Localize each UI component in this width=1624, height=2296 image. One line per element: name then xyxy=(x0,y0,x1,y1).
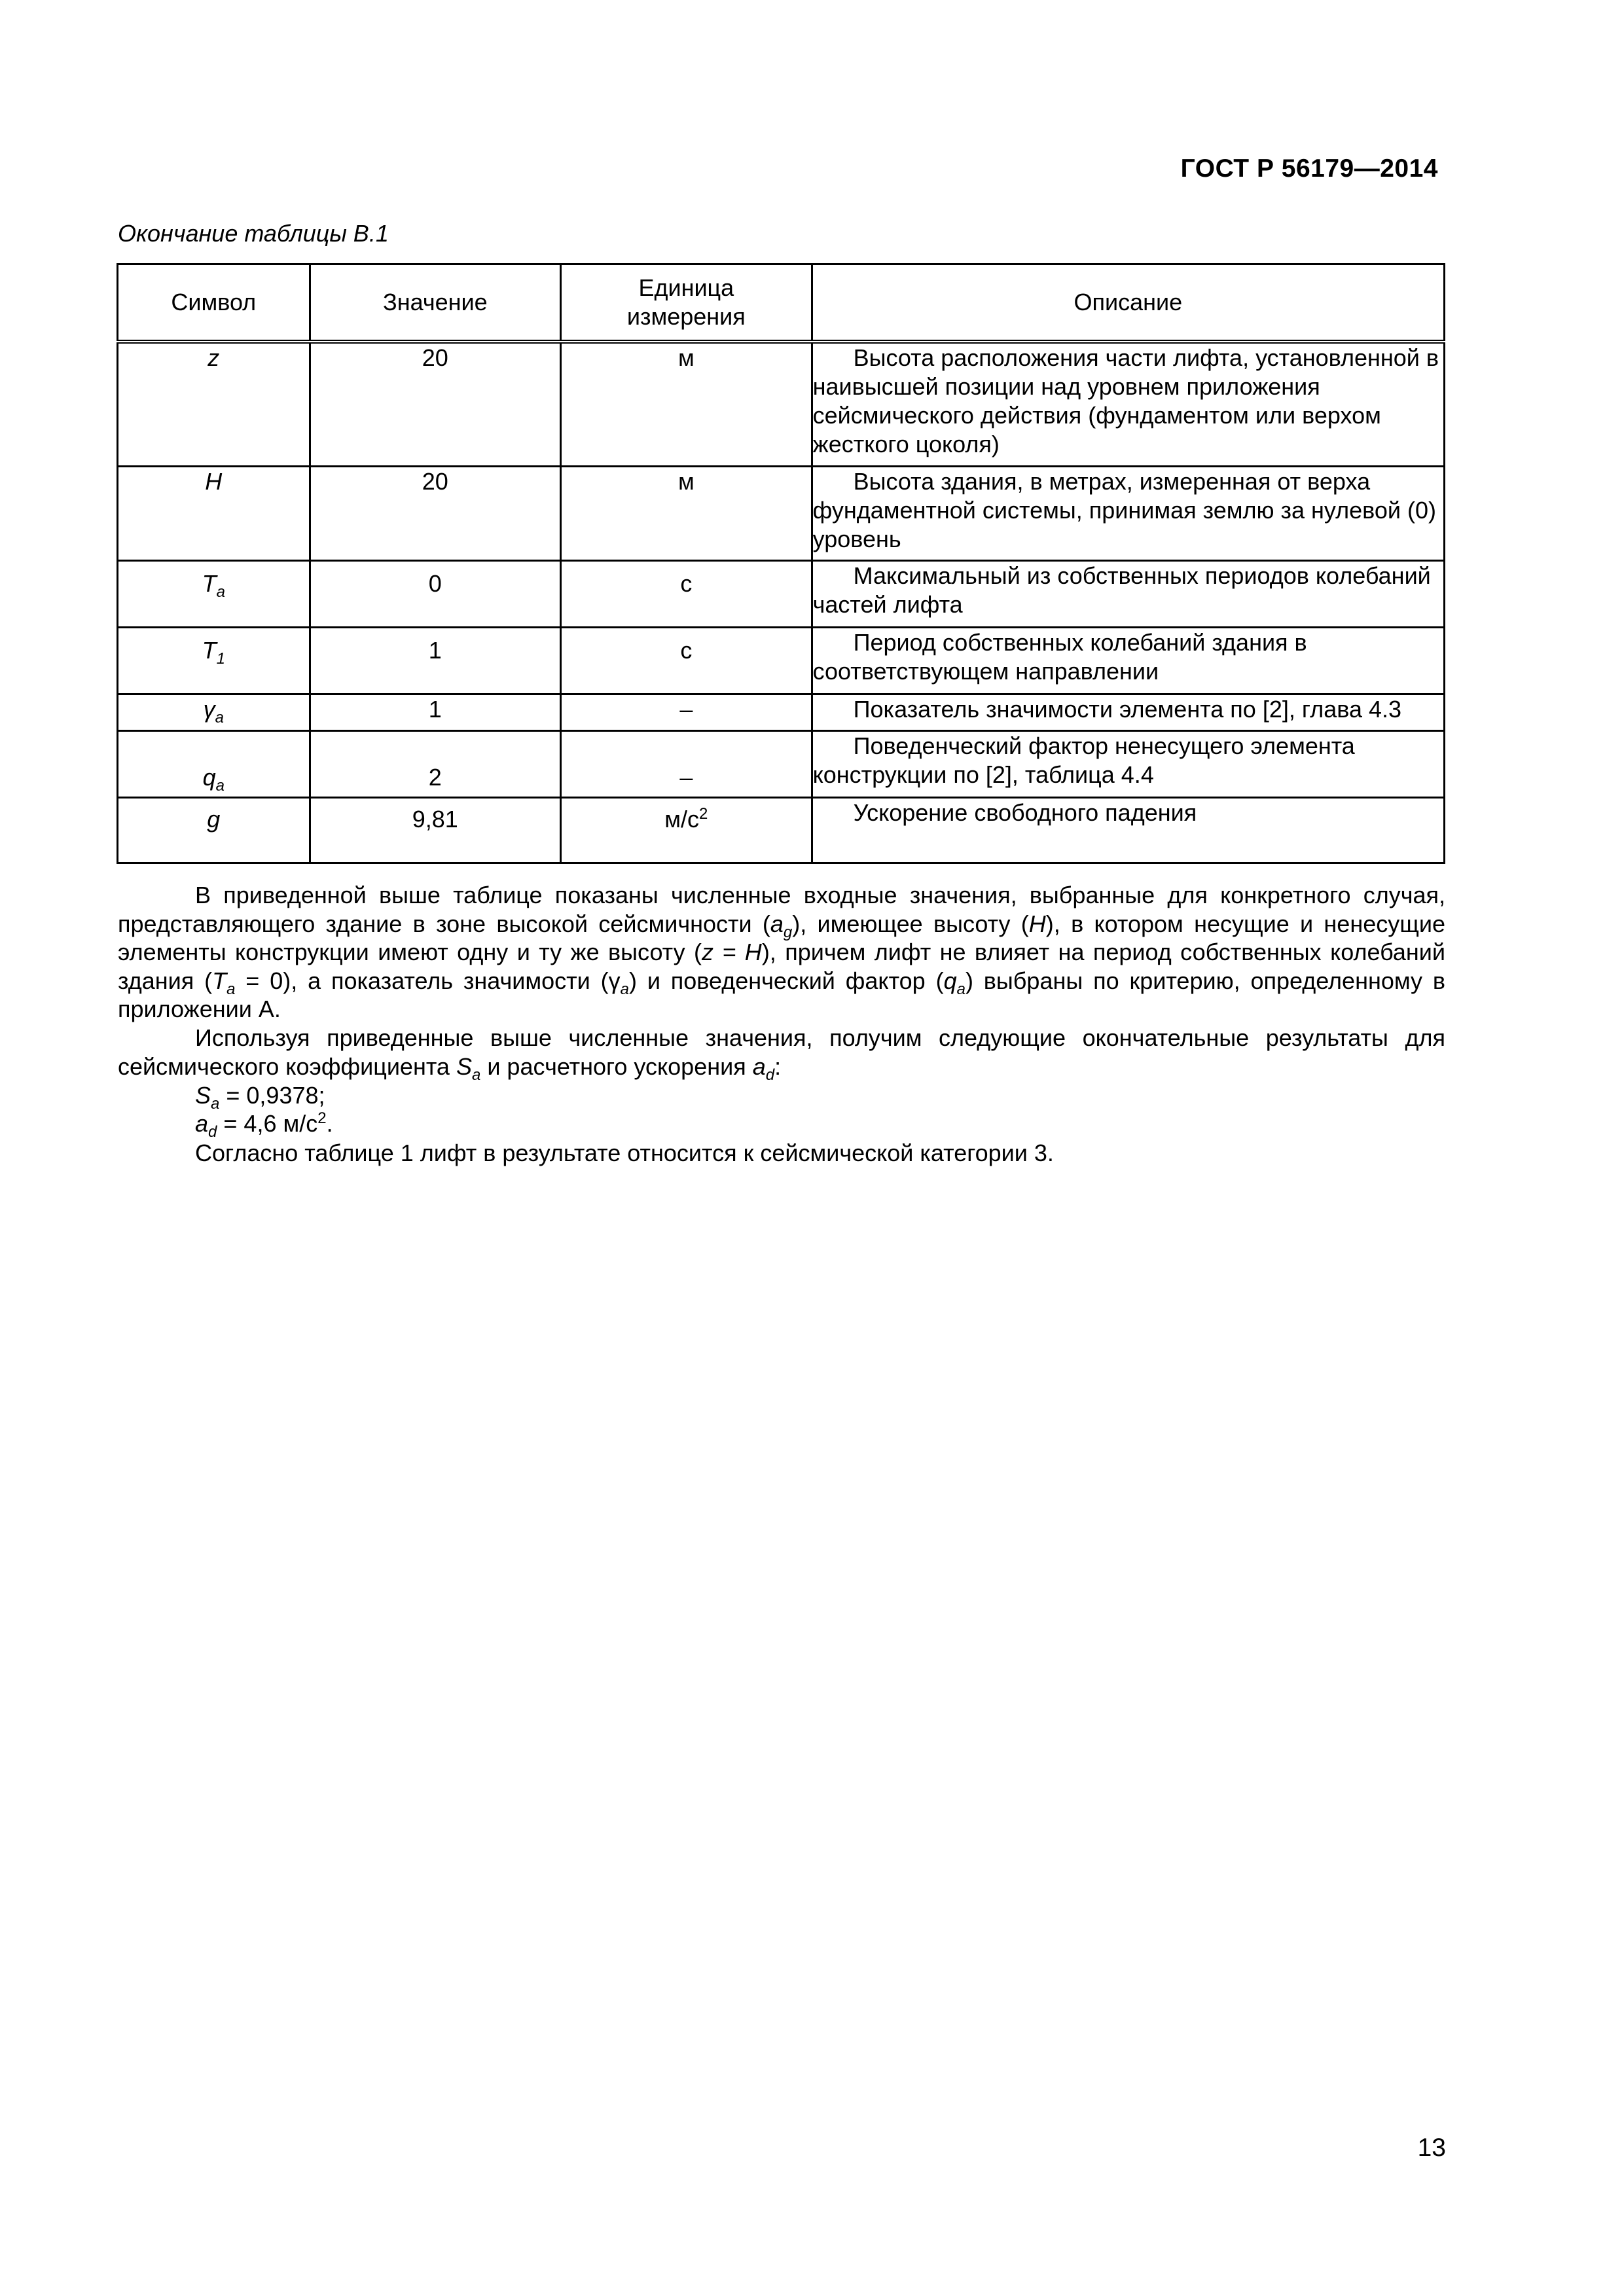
description-text: Максимальный из собственных периодов колебаний частей лифта xyxy=(812,562,1431,618)
formula-ad-sub: d xyxy=(208,1123,217,1141)
table-row xyxy=(118,560,1445,627)
table-caption: Окончание таблицы В.1 xyxy=(118,220,389,247)
table-row xyxy=(118,466,1445,560)
cell-description xyxy=(812,730,1444,797)
header-symbol: Символ xyxy=(118,264,310,342)
header-value: Значение xyxy=(310,264,560,342)
symbol-main: z xyxy=(208,344,220,371)
formula-sa xyxy=(195,1081,325,1113)
cell-symbol xyxy=(118,342,310,466)
cell-unit xyxy=(561,342,812,466)
cell-description xyxy=(812,466,1444,560)
parameters-table xyxy=(117,263,1445,864)
header-unit-text: Единица измерения xyxy=(626,274,746,330)
cell-symbol xyxy=(118,797,310,863)
unit-main: м/с xyxy=(664,805,700,833)
cell-symbol xyxy=(118,560,310,627)
p1-text: В приведенной выше таблице показаны численные входные значения, выбранные для конкретного случая, представляющего здание в зоне высокой сейсмичности ( xyxy=(118,882,1445,937)
formula-sa-value: = 0,9378; xyxy=(219,1082,325,1109)
p2-text: Используя приведенные выше численные значения, получим следующие окончательные результаты для сейсмического коэффициента xyxy=(118,1024,1445,1080)
p1-var-gamma-sub: a xyxy=(620,980,629,998)
p1-text-4: ), причем лифт не влияет на период собственных колебаний здания ( xyxy=(118,939,1445,994)
unit-main: м xyxy=(677,467,695,495)
description-text: Период собственных колебаний здания в соответствующем направлении xyxy=(812,628,1307,685)
symbol-main: T xyxy=(202,636,217,664)
cell-unit xyxy=(561,694,812,730)
table-row xyxy=(118,797,1445,863)
cell-value: 1 xyxy=(310,627,560,694)
p1-var-a: a xyxy=(770,910,784,937)
p1-text-7: ) выбраны по критерию, определенному в приложении А. xyxy=(118,967,1445,1022)
p1-var-t: T xyxy=(212,967,227,994)
symbol-main: q xyxy=(202,763,216,791)
table-row xyxy=(118,342,1445,466)
p1-var-zh: z = H xyxy=(701,939,762,965)
symbol-main: γ xyxy=(203,695,215,723)
description-text: Показатель значимости элемента по [2], глава 4.3 xyxy=(853,695,1402,723)
formula-sa-sub: a xyxy=(211,1095,220,1113)
cell-symbol xyxy=(118,730,310,797)
p1-var-h: H xyxy=(1028,910,1046,937)
unit-main: – xyxy=(679,763,693,791)
unit-main: – xyxy=(679,695,693,723)
table-header-row xyxy=(118,264,1445,342)
header-description: Описание xyxy=(812,264,1444,342)
p2-var-s-sub: a xyxy=(471,1066,481,1084)
table-row xyxy=(118,694,1445,730)
symbol-sub: a xyxy=(216,583,225,601)
symbol-main: T xyxy=(202,569,217,597)
description-text: Ускорение свободного падения xyxy=(853,798,1197,826)
conclusion-text: Согласно таблице 1 лифт в результате относится к сейсмической категории 3. xyxy=(195,1139,1054,1166)
p1-text-5: = 0), а показатель значимости (γ xyxy=(235,967,621,994)
table-row xyxy=(118,730,1445,797)
symbol-sub: a xyxy=(215,708,224,726)
cell-symbol xyxy=(118,694,310,730)
description-text: Поведенческий фактор ненесущего элемента конструкции по [2], таблица 4.4 xyxy=(812,732,1355,788)
p1-var-q-sub: a xyxy=(956,980,965,998)
cell-description xyxy=(812,797,1444,863)
description-text: Высота расположения части лифта, установленной в наивысшей позиции над уровнем приложения сейсмического действия (фундаментом или верхом жесткого цоколя) xyxy=(812,344,1439,457)
p1-var-q: q xyxy=(943,967,957,994)
cell-symbol xyxy=(118,466,310,560)
cell-value: 20 xyxy=(310,342,560,466)
p2-text-3: : xyxy=(774,1052,782,1080)
p2-var-a: a xyxy=(752,1052,766,1080)
unit-main: с xyxy=(680,636,693,664)
cell-unit xyxy=(561,560,812,627)
unit-main: м xyxy=(677,344,695,371)
cell-unit xyxy=(561,797,812,863)
cell-description xyxy=(812,560,1444,627)
symbol-main: H xyxy=(205,467,223,495)
cell-unit xyxy=(561,730,812,797)
results-paragraph xyxy=(118,1024,1445,1084)
cell-unit xyxy=(561,627,812,694)
cell-value: 9,81 xyxy=(310,797,560,863)
p2-text-2: и расчетного ускорения xyxy=(480,1052,753,1080)
cell-symbol xyxy=(118,627,310,694)
formula-ad-value: = 4,6 м/с xyxy=(217,1110,318,1137)
formula-ad xyxy=(195,1109,333,1141)
cell-value: 0 xyxy=(310,560,560,627)
unit-sup: 2 xyxy=(699,804,708,823)
formula-sa-var: S xyxy=(195,1082,211,1109)
header-unit xyxy=(561,264,812,342)
symbol-sub: a xyxy=(215,776,225,795)
table-row xyxy=(118,627,1445,694)
formula-ad-sup: 2 xyxy=(317,1109,327,1127)
p2-var-a-sub: d xyxy=(765,1066,775,1084)
symbol-main: g xyxy=(207,805,221,833)
p1-var-a-sub: g xyxy=(783,923,793,941)
cell-description xyxy=(812,342,1444,466)
cell-value: 1 xyxy=(310,694,560,730)
p2-var-s: S xyxy=(456,1052,472,1080)
p1-text-3: ), в котором несущие и ненесущие элементы конструкции имеют одну и ту же высоту ( xyxy=(118,910,1445,965)
p1-text-6: ) и поведенческий фактор ( xyxy=(628,967,944,994)
standard-header: ГОСТ Р 56179—2014 xyxy=(1180,154,1438,183)
formula-ad-end: . xyxy=(326,1110,333,1137)
p1-text-2: ), имеющее высоту ( xyxy=(792,910,1029,937)
p1-var-t-sub: a xyxy=(226,980,236,998)
symbol-sub: 1 xyxy=(216,649,225,668)
unit-main: с xyxy=(680,569,693,597)
page-number: 13 xyxy=(1417,2134,1446,2162)
cell-unit xyxy=(561,466,812,560)
description-text: Высота здания, в метрах, измеренная от верха фундаментной системы, принимая землю за нулевой (0) уровень xyxy=(812,467,1437,552)
cell-value: 20 xyxy=(310,466,560,560)
cell-value: 2 xyxy=(310,730,560,797)
formula-ad-var: a xyxy=(195,1110,209,1137)
cell-description xyxy=(812,627,1444,694)
explanation-paragraph xyxy=(118,881,1445,1024)
cell-description xyxy=(812,694,1444,730)
